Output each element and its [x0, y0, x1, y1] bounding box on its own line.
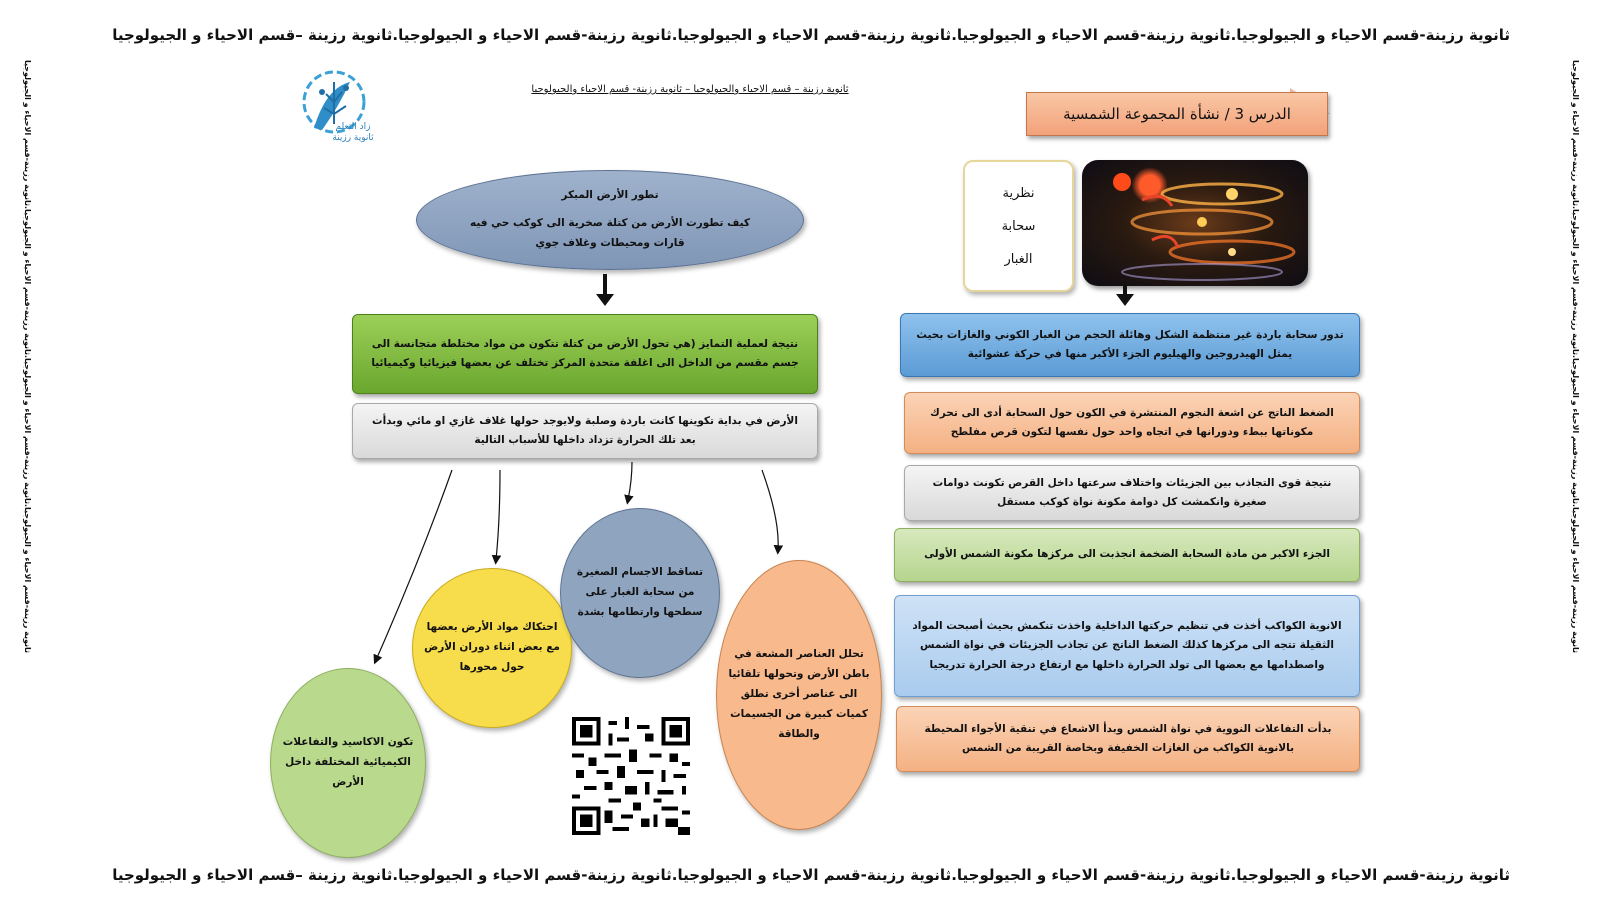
theory-line-2: سحابة — [1001, 218, 1036, 234]
differentiation-box: نتيجة لعملية التمايز (هي تحول الأرض من كتلة تتكون من مواد مختلطة متجانسة الى جسم مقسم من الداخل الى اغلفة متحدة المركز تختلف عن بعضها فيزيائيا وكيميائيا — [352, 314, 818, 394]
qr-code[interactable] — [572, 717, 690, 835]
bottom-banner: ثانوية رزينة-قسم الاحياء و الجيولوجيا.ثانوية رزينة-قسم الاحياء و الجيولوجيا.ثانوية رزينة-قسم الاحياء و الجيولوجيا.ثانوية رزينة-قسم الاحياء و الجيولوجيا.ثانوية رزينة –قسم الاحياء و الجيولوجيا — [112, 866, 1510, 884]
logo-text: زاد التعلم ثانوية رزينة — [332, 122, 374, 143]
early-earth-heat-box: الأرض في بداية تكوينها كانت باردة وصلبة ولايوجد حولها غلاف غازي او مائي وبدأت بعد تلك الحرارة تزداد داخلها للأسباب التالية — [352, 403, 818, 459]
arrow-to-oval-4 — [762, 470, 778, 550]
step-box-4: الجزء الاكبر من مادة السحابة الضخمة انجذبت الى مركزها مكونة الشمس الأولى — [894, 528, 1360, 582]
arrow-to-oval-3 — [628, 462, 632, 500]
right-side-text: ثانوية رزينة-قسم الاحياء و الجيولوجيا.ثانوية رزينة-قسم الاحياء و الجيولوجيا.ثانوية رزينة-قسم الاحياء و الجيولوجيا.ثانوية رزينة-قسم الاحياء و الجيولوجيا — [1571, 60, 1580, 654]
left-side-text: ثانوية رزينة-قسم الاحياء و الجيولوجيا.ثانوية رزينة-قسم الاحياء و الجيولوجيا.ثانوية رزينة-قسم الاحياء و الجيولوجيا.ثانوية رزينة-قسم الاحياء و الجيولوجيا — [23, 60, 32, 654]
arrow-to-oval-2 — [496, 470, 500, 560]
step-box-6: بدأت التفاعلات النووية في نواة الشمس وبدأ الاشعاع في تنقية الأجواء المحيطة بالانوية الكواكب من الغازات الخفيفة وبخاصة القريبة من الشمس — [896, 706, 1360, 772]
cause-oval-friction: احتكاك مواد الأرض بعضها مع بعض اثناء دوران الأرض حول محورها — [412, 568, 572, 728]
early-earth-question: كيف تطورت الأرض من كتلة صخرية الى كوكب حي فيه قارات ومحيطات وغلاف جوي — [469, 217, 751, 249]
cause-oval-impacts: تساقط الاجسام الصغيرة من سحابة الغبار على سطحها وارتطامها بشدة — [560, 508, 720, 678]
step-box-2: الضغط الناتج عن اشعة النجوم المنتشرة في الكون حول السحابة أدى الى تحرك مكوناتها ببطء ودورانها في اتجاه واحد حول نفسها لتكون قرص مفلطح — [904, 392, 1360, 454]
early-earth-title: تطور الأرض المبكر — [561, 189, 659, 202]
step-box-1: تدور سحابة باردة غير منتظمة الشكل وهائلة الحجم من الغبار الكوني والغازات بحيث يمثل الهيدروجين والهيليوم الجزء الأكبر منها في حركة عشوائية — [900, 313, 1360, 377]
theory-line-3: الغبار — [1004, 251, 1033, 267]
step-box-3: نتيجة قوى التجاذب بين الجزيئات واختلاف سرعتها داخل القرص تكونت دوامات صغيرة وانكمشت كل دوامة مكونة نواة كوكب مستقل — [904, 465, 1360, 521]
cause-oval-oxides: تكون الاكاسيد والتفاعلات الكيميائية المختلفة داخل الأرض — [270, 668, 426, 858]
step-box-5: الانوية الكواكب أخذت في تنظيم حركتها الداخلية واخذت تنكمش بحيث أصبحت المواد الثقيلة تتجه الى مركزها كذلك الضغط الناتج عن تجاذب الجزيئات في نواة الشمس واصطدامها مع بعضها الى تولد الحرارة داخلها مع ارتفاع درجة الحرارة تدريجيا — [894, 595, 1360, 697]
lesson-title: الدرس 3 / نشأة المجموعة الشمسية — [1026, 92, 1328, 136]
top-banner: ثانوية رزينة-قسم الاحياء و الجيولوجيا.ثانوية رزينة-قسم الاحياء و الجيولوجيا.ثانوية رزينة-قسم الاحياء و الجيولوجيا.ثانوية رزينة-قسم الاحياء و الجيولوجيا.ثانوية رزينة –قسم الاحياء و الجيولوجيا — [112, 26, 1510, 44]
page-subtitle: ثانوية رزينة – قسم الاحياء والجيولوجيا – ثانوية رزينة- قسم الاحياء والجيولوجيا — [531, 84, 849, 95]
theory-line-1: نظرية — [1002, 185, 1035, 201]
cause-oval-radioactive: تحلل العناصر المشعة في باطن الأرض وتحولها تلقائيا الى عناصر أخرى تطلق كميات كبيرة من الجسيمات والطاقة — [716, 560, 882, 830]
